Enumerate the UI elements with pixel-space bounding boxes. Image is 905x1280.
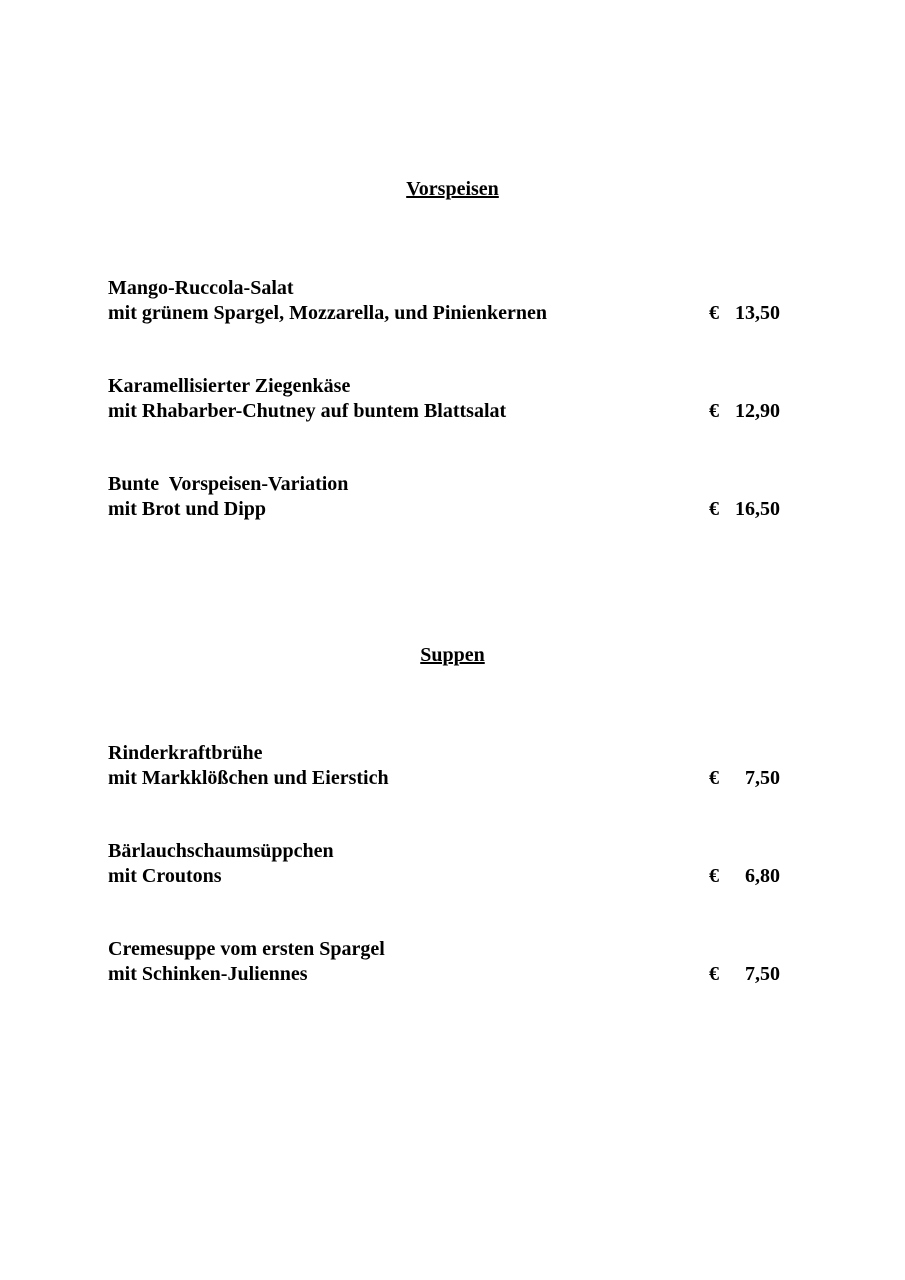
menu-item-description: mit grünem Spargel, Mozzarella, und Pinienkernen (108, 302, 548, 324)
menu-item-name: Karamellisierter Ziegenkäse (108, 375, 351, 397)
menu-item (108, 741, 780, 791)
menu-item-name: Bunte Vorspeisen-Variation (108, 473, 349, 495)
menu-item-price: 7,50 (745, 963, 780, 985)
menu-item-currency: € (709, 498, 719, 520)
menu-item (108, 276, 780, 326)
menu-item-currency: € (709, 767, 719, 789)
menu-item-currency: € (709, 302, 719, 324)
section-title-vorspeisen: Vorspeisen (406, 178, 499, 200)
menu-item (108, 472, 780, 522)
menu-item (108, 839, 780, 889)
menu-item-price: 6,80 (745, 865, 780, 887)
menu-item-name: Mango-Ruccola-Salat (108, 277, 294, 299)
menu-item-currency: € (709, 963, 719, 985)
menu-item-price: 13,50 (735, 302, 780, 324)
menu-item-description: mit Markklößchen und Eierstich (108, 767, 389, 789)
menu-item (108, 937, 780, 987)
menu-item-description: mit Rhabarber-Chutney auf buntem Blattsalat (108, 400, 507, 422)
menu-item-description: mit Brot und Dipp (108, 498, 267, 520)
menu-item-description: mit Croutons (108, 865, 222, 887)
menu-item-currency: € (709, 865, 719, 887)
menu-item-name: Bärlauchschaumsüppchen (108, 840, 334, 862)
menu-item-name: Cremesuppe vom ersten Spargel (108, 938, 385, 960)
menu-item-name: Rinderkraftbrühe (108, 742, 263, 764)
menu-item-currency: € (709, 400, 719, 422)
section-title-suppen: Suppen (420, 644, 485, 666)
menu-item-price: 7,50 (745, 767, 780, 789)
menu-item-price: 16,50 (735, 498, 780, 520)
menu-item (108, 374, 780, 424)
menu-item-description: mit Schinken-Juliennes (108, 963, 308, 985)
menu-item-price: 12,90 (735, 400, 780, 422)
